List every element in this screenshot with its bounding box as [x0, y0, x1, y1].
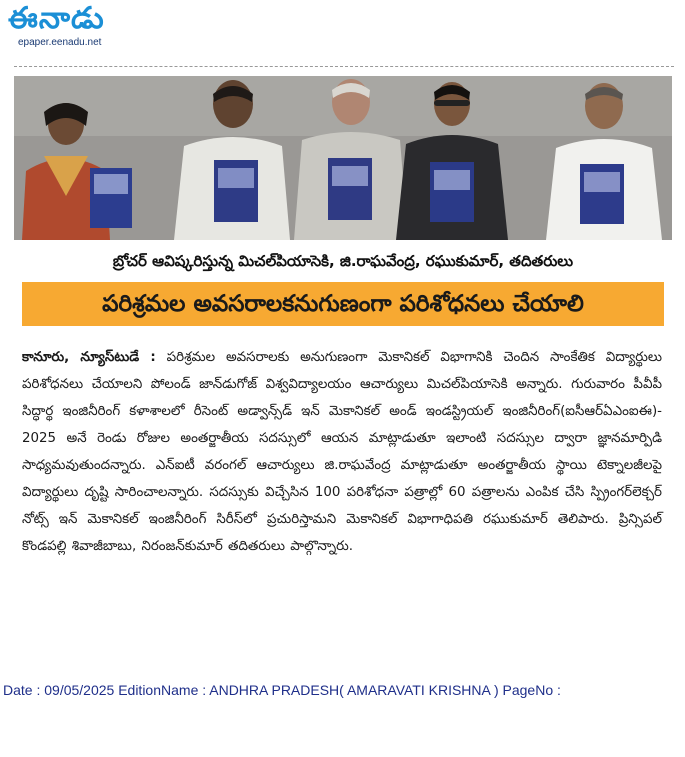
masthead — [0, 0, 685, 60]
edition-footer: Date : 09/05/2025 EditionName : ANDHRA PRADESH( AMARAVATI KRISHNA ) PageNo : — [3, 682, 561, 698]
article-dateline: కానూరు, న్యూస్‌టుడే : — [22, 350, 156, 365]
article-photo — [14, 76, 672, 240]
photo-illustration — [14, 76, 672, 240]
eenadu-logo[interactable]: ఈనాడు — [8, 1, 105, 36]
site-url[interactable]: epaper.eenadu.net — [18, 37, 102, 48]
article-body — [22, 344, 662, 560]
divider — [14, 66, 674, 67]
news-clipping — [14, 76, 672, 661]
article-headline: పరిశ్రమల అవసరాలకనుగుణంగా పరిశోధనలు చేయాలి — [22, 282, 664, 326]
photo-caption: బ్రోచర్ ఆవిష్కరిస్తున్న మిచల్‌పియాసెకి, జి.రాఘవేంద్ర, రఘుకుమార్, తదితరులు — [112, 252, 574, 270]
article-body-text: పరిశ్రమల అవసరాలకు అనుగుణంగా మెకానికల్ విభాగానికి చెందిన సాంకేతిక విద్యార్థులు పరిశోధనలు చేయాలని పోలండ్ జాన్‌డుగోజ్ విశ్వవిద్యాలయం ఆచార్యులు మిచల్‌పియాసెకి అన్నారు. గురువారం పీవీపీ సిద్ధార్థ ఇంజినీరింగ్ కళాశాలలో రీసెంట్ అడ్వాన్స్‌డ్ ఇన్ మెకానికల్ అండ్ ఇండస్ట్రియల్ ఇంజినీరింగ్(ఐసీఆర్ఏఎంఐఈ)- 2025 అనే రెండు రోజుల అంతర్జాతీయ సదస్సులో ఆయన మాట్లాడుతూ ఇలాంటి సదస్సుల ద్వారా జ్ఞానమార్పిడి సాధ్యమవుతుందన్నారు. ఎన్ఐటీ వరంగల్ ఆచార్యులు జి.రాఘవేంద్ర మాట్లాడుతూ అంతర్జాతీయ స్థాయి టెక్నాలజీలపై విద్యార్థులు దృష్టి సారించాలన్నారు. సదస్సుకు విచ్చేసిన 100 పరిశోధనా పత్రాల్లో 60 పత్రాలను ఎంపిక చేసి స్ప్రింగర్‌లెక్చర్ నోట్స్ ఇన్ మెకానికల్ ఇంజినీరింగ్ సిరీస్‌లో ప్రచురిస్తామని మెకానికల్ విభాగాధిపతి రఘుకుమార్ తెలిపారు. ప్రిన్సిపల్ కొండపల్లి శివాజీబాబు, నిరంజన్‌కుమార్ తదితరులు పాల్గొన్నారు. — [22, 350, 663, 554]
